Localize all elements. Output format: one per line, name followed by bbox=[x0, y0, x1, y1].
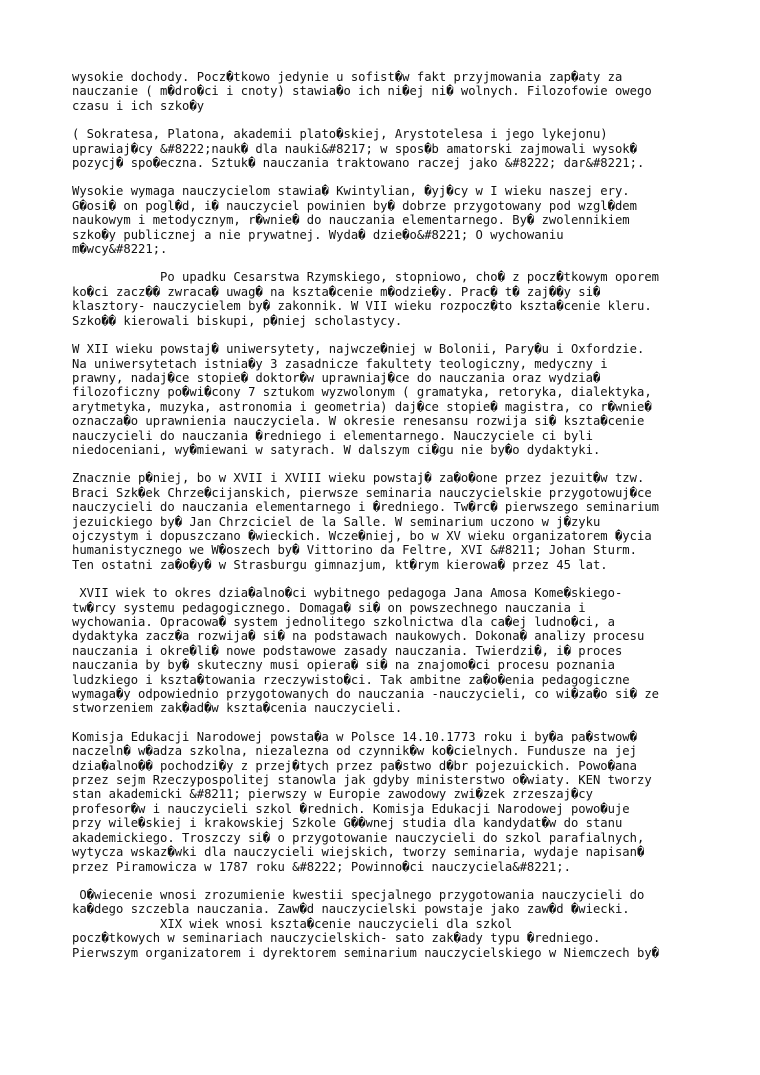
paragraph bbox=[72, 730, 692, 874]
text-line: dydaktyka zacz�a rozwija� si� na podstawach naukowych. Dokona� analizy procesu bbox=[72, 629, 645, 644]
text-line: naukowym i metodycznym, r�wnie� do nauczania elementarnego. By� zwolennikiem bbox=[72, 213, 630, 228]
text-line: ludzkiego i kszta�towania rzeczywisto�ci. Tak ambitne za�o�enia pedagogiczne bbox=[72, 672, 630, 687]
text-line: ko�ci zacz�� zwraca� uwag� na kszta�cenie m�odzie�y. Prac� t� zaj��y si� bbox=[72, 284, 601, 299]
paragraph bbox=[72, 270, 692, 328]
text-line: Na uniwersytetach istnia�y 3 zasadnicze fakultety teologiczny, medyczny i bbox=[72, 356, 608, 371]
paragraph bbox=[72, 586, 692, 716]
paragraph bbox=[72, 471, 692, 572]
document-page bbox=[72, 70, 692, 974]
text-line: wytycza wskaz�wki dla nauczycieli wiejskich, tworzy seminaria, wydaje napisan� bbox=[72, 845, 645, 860]
text-line: wysokie dochody. Pocz�tkowo jedynie u sofist�w fakt przyjmowania zap�aty za bbox=[72, 70, 623, 84]
text-line: Wysokie wymaga nauczycielom stawia� Kwintylian, �yj�cy w I wieku naszej ery. bbox=[72, 184, 630, 199]
text-line: filozoficzny po�wi�cony 7 sztukom wyzwolonym ( gramatyka, retoryka, dialektyka, bbox=[72, 385, 652, 400]
text-line: nauczania i okre�li� nowe podstawowe zasady nauczania. Twierdzi�, i� proces bbox=[72, 643, 623, 658]
text-line: jezuickiego by� Jan Chrzciciel de la Salle. W seminarium uczono w j�zyku bbox=[72, 514, 601, 529]
text-line: naczeln� w�adza szkolna, niezalezna od czynnik�w ko�cielnych. Fundusze na jej bbox=[72, 744, 637, 759]
text-line: G�osi� on pogl�d, i� nauczyciel powinien by� dobrze przygotowany pod wzgl�dem bbox=[72, 198, 637, 213]
text-line: szko�y publicznej a nie prywatnej. Wyda� dzie�o&#8221; O wychowaniu bbox=[72, 227, 564, 242]
paragraph bbox=[72, 342, 692, 457]
text-line: m�wcy&#8221;. bbox=[72, 242, 168, 257]
text-line: nauczycieli do nauczania elementarnego i �redniego. Tw�rc� pierwszego seminarium bbox=[72, 500, 659, 515]
text-line: Znacznie p�niej, bo w XVII i XVIII wieku powstaj� za�o�one przez jezuit�w tzw. bbox=[72, 471, 645, 486]
text-line: niedoceniani, wy�miewani w satyrach. W dalszym ci�gu nie by�o dydaktyki. bbox=[72, 442, 601, 457]
text-line: Po upadku Cesarstwa Rzymskiego, stopniowo, cho� z pocz�tkowym oporem bbox=[72, 270, 659, 285]
text-line: XVII wiek to okres dzia�alno�ci wybitnego pedagoga Jana Amosa Kome�skiego- bbox=[72, 586, 623, 601]
text-line: Szko�� kierowali biskupi, p�niej scholastycy. bbox=[72, 313, 403, 328]
text-line: ka�dego szczebla nauczania. Zaw�d nauczycielski powstaje jako zaw�d �wiecki. bbox=[72, 902, 630, 917]
text-line: wychowania. Opracowa� system jednolitego szkolnictwa dla ca�ej ludno�ci, a bbox=[72, 615, 615, 629]
paragraph bbox=[72, 184, 692, 256]
text-line: profesor�w i nauczycieli szkol �rednich. Komisja Edukacji Narodowej powo�uje bbox=[72, 801, 630, 816]
text-line: W XII wieku powstaj� uniwersytety, najwcze�niej w Bolonii, Pary�u i Oxfordzie. bbox=[72, 342, 645, 357]
text-line: akademickiego. Troszczy si� o przygotowanie nauczycieli do szkol parafialnych, bbox=[72, 830, 645, 845]
text-line: stworzeniem zak�ad�w kszta�cenia nauczycieli. bbox=[72, 701, 403, 716]
text-line: klasztory- nauczycielem by� zakonnik. W VII wieku rozpocz�to kszta�cenie kleru. bbox=[72, 299, 652, 314]
text-line: arytmetyka, muzyka, astronomia i geometria) daj�ce stopie� magistra, co r�wnie� bbox=[72, 399, 652, 414]
text-line: tw�rcy systemu pedagogicznego. Domaga� si� on powszechnego nauczania i bbox=[72, 600, 586, 615]
text-line: pozycj� spo�eczna. Sztuk� nauczania traktowano raczej jako &#8222; dar&#8221;. bbox=[72, 156, 645, 171]
text-line: Komisja Edukacji Narodowej powsta�a w Polsce 14.10.1773 roku i by�a pa�stwow� bbox=[72, 729, 637, 744]
text-line: pocz�tkowych w seminariach nauczycielskich- sato zak�ady typu �redniego. bbox=[72, 931, 601, 946]
text-line: prawny, nadaj�ce stopie� doktor�w uprawniaj�ce do nauczania oraz wydzia� bbox=[72, 370, 601, 385]
paragraph bbox=[72, 888, 692, 960]
text-line: O�wiecenie wnosi zrozumienie kwestii specjalnego przygotowania nauczycieli do bbox=[72, 887, 645, 902]
text-line: wymaga�y odpowiednio przygotowanych do nauczania -nauczycieli, co wi�za�o si� ze bbox=[72, 687, 659, 702]
paragraph bbox=[72, 70, 692, 113]
text-line: Pierwszym organizatorem i dyrektorem seminarium nauczycielskiego w Niemczech by� bbox=[72, 945, 659, 960]
text-line: czasu i ich szko�y bbox=[72, 98, 205, 113]
paragraph bbox=[72, 127, 692, 170]
text-line: ( Sokratesa, Platona, akademii plato�skiej, Arystotelesa i jego lykejonu) bbox=[72, 127, 608, 142]
text-line: przez Piramowicza w 1787 roku &#8222; Powinno�ci nauczyciela&#8221;. bbox=[72, 859, 571, 874]
text-line: Braci Szk�ek Chrze�cijanskich, pierwsze seminaria nauczycielskie przygotowuj�ce bbox=[72, 485, 652, 500]
text-line: XIX wiek wnosi kszta�cenie nauczycieli dla szkol bbox=[72, 916, 513, 931]
text-line: przez sejm Rzeczypospolitej stanowla jak gdyby ministerstwo o�wiaty. KEN tworzy bbox=[72, 773, 652, 788]
text-line: nauczanie ( m�dro�ci i cnoty) stawia�o ich ni�ej ni� wolnych. Filozofowie owego bbox=[72, 84, 652, 99]
text-line: nauczycieli do nauczania �redniego i elementarnego. Nauczyciele ci byli bbox=[72, 428, 593, 443]
text-line: przy wile�skiej i krakowskiej Szkole G��wnej studia dla kandydat�w do stanu bbox=[72, 816, 623, 831]
text-line: nauczania by by� skuteczny musi opiera� si� na znajomo�ci procesu poznania bbox=[72, 658, 615, 673]
text-line: Ten ostatni za�o�y� w Strasburgu gimnazjum, kt�rym kierowa� przez 45 lat. bbox=[72, 557, 608, 572]
text-line: stan akademicki &#8211; pierwszy w Europie zawodowy zwi�zek zrzeszaj�cy bbox=[72, 787, 593, 802]
text-line: humanistycznego we W�oszech by� Vittorino da Feltre, XVI &#8211; Johan Sturm. bbox=[72, 543, 637, 558]
text-line: oznacza�o uprawnienia nauczyciela. W okresie renesansu rozwija si� kszta�cenie bbox=[72, 414, 645, 429]
text-line: ojczystym i dopuszczano �wieckich. Wcze�niej, bo w XV wieku organizatorem �ycia bbox=[72, 528, 652, 543]
text-line: uprawiaj�cy &#8222;nauk� dla nauki&#8217; w spos�b amatorski zajmowali wysok� bbox=[72, 141, 637, 156]
text-line: dzia�alno�� pochodzi�y z przej�tych przez pa�stwo d�br pojezuickich. Powo�ana bbox=[72, 758, 637, 773]
